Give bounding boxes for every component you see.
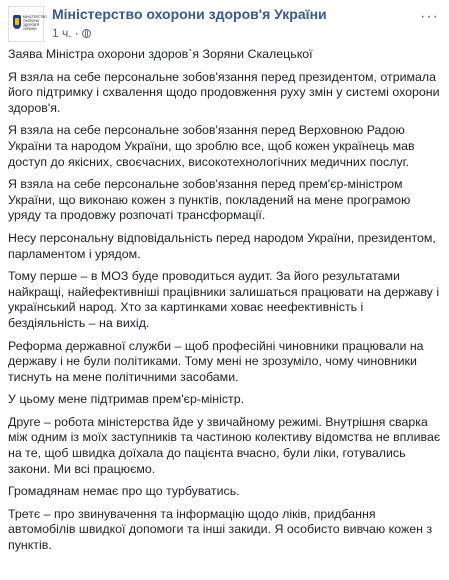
- post-header: [8, 6, 441, 42]
- post-timestamp[interactable]: 1 ч.: [52, 26, 72, 40]
- meta-separator: ·: [74, 26, 79, 40]
- page-name-link[interactable]: Міністерство охорони здоров'я України: [52, 6, 327, 22]
- post-paragraph: Заява Міністра охорони здоров`я Зоряни Скалецької: [8, 47, 313, 61]
- globe-icon[interactable]: [82, 29, 91, 38]
- post-body: [8, 47, 441, 561]
- post-paragraph: У цьому мене підтримав прем'єр-міністр.: [8, 392, 245, 407]
- post-paragraph: Друге – робота міністерства йде у звичайному режимі. Внутрішня сварка між одним із моїх заступників та частиною колективу відомства не впливає на те, щоб швидка доїхала до пацієнта вчасно, були ліки, готувались закони. Ми всі працюємо.: [8, 414, 441, 476]
- post-paragraph: Третє – про звинувачення та інформацію щодо ліків, придбання автомобілів швидкої допомоги та інші закиди. Я особисто вивчаю кожен з пунктів.: [8, 506, 433, 553]
- coat-of-arms-icon: [13, 15, 21, 29]
- post-paragraph: Громадянам немає про що турбуватись.: [8, 484, 240, 499]
- more-options-button[interactable]: ···: [420, 8, 439, 25]
- page-avatar[interactable]: [8, 6, 47, 42]
- post-paragraph: Тому перше – в МОЗ буде проводиться аудит. За його результатами найкращі, найефективніші працівники залишаться працювати на державу і український народ. Хто за картинками ховає неефективність і бездіяльність – на вихід.: [8, 269, 440, 330]
- post-meta: [52, 26, 91, 40]
- post-paragraph: Несу персональну відповідальність перед народом України, президентом, парламентом і урядом.: [8, 230, 436, 261]
- post-paragraph: Я взяла на себе персональне зобов'язання перед прем'єр-міністром України, що виконаю кожен з пунктів, покладений на мене програмою уряду та продовжу розпочаті трансформації.: [8, 177, 411, 223]
- post-paragraph: Я взяла на себе персональне зобов'язання перед президентом, отримала його підтримку і схвалення щодо продовження руху змін у системі охорони здоров'я.: [8, 69, 440, 115]
- post-paragraph: Я взяла на себе персональне зобов'язання перед Верховною Радою України та народом України, що зроблю все, щоб кожен українець мав доступ до якісних, своєчасних, високотехнологічних медичних послуг.: [8, 123, 415, 169]
- avatar-logo-text: МІНІСТЕРСТВО ОХОРОНИ ЗДОРОВ'Я УКРАЇНИ: [23, 15, 47, 31]
- post-paragraph: Реформа державної служби – щоб професійні чиновники працювали на державу і не були політиками. Тому мені не зрозуміло, чому чиновники тиснуть на мене політичними засобами.: [8, 338, 424, 384]
